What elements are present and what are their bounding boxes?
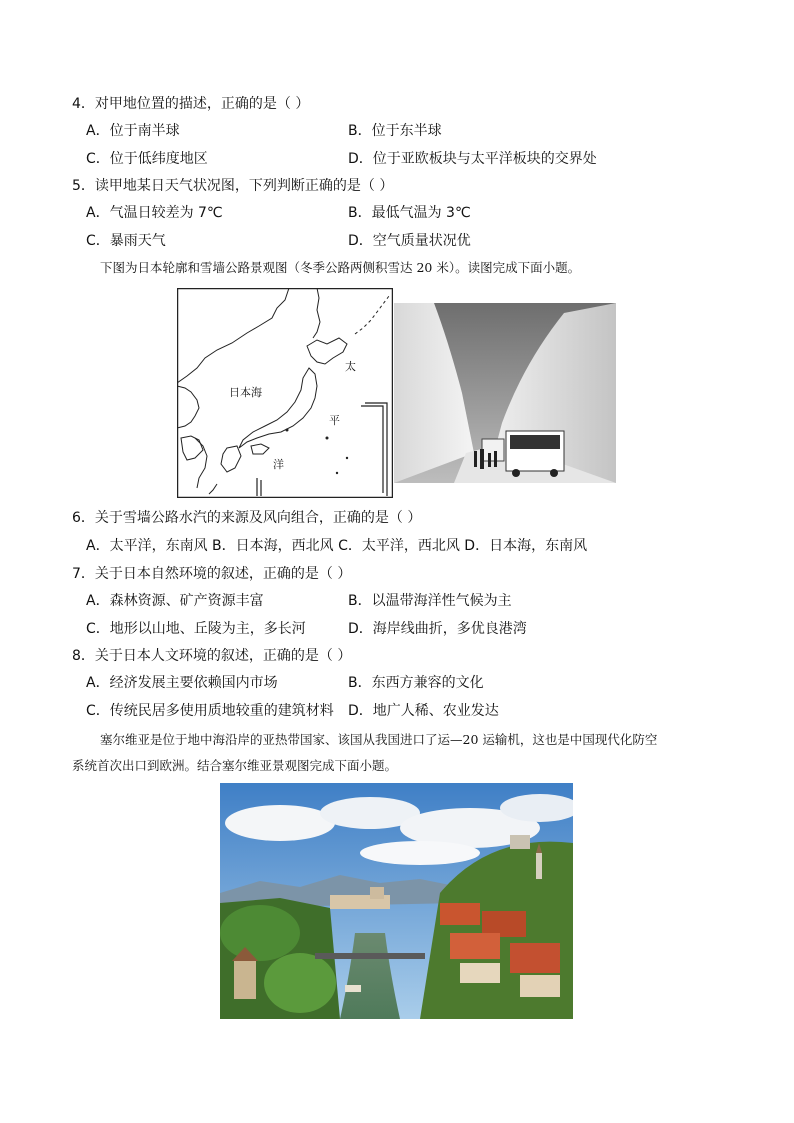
question-5-option-c: C．暴雨天气 <box>86 233 166 249</box>
question-7-option-c: C．地形以山地、丘陵为主，多长河 <box>86 621 306 637</box>
question-4-option-c: C．位于低纬度地区 <box>86 151 208 167</box>
question-7-option-d: D．海岸线曲折，多优良港湾 <box>348 621 527 637</box>
map-label-ocean-2: 平 <box>329 414 340 427</box>
question-8-stem: 8．关于日本人文环境的叙述，正确的是（ ） <box>72 648 352 664</box>
question-5-option-a: A．气温日较差为 7℃ <box>86 205 223 221</box>
question-6-stem: 6．关于雪墙公路水汽的来源及风向组合，正确的是（ ） <box>72 510 422 526</box>
map-label-ocean-1: 太 <box>345 360 356 373</box>
question-7-option-b: B．以温带海洋性气候为主 <box>348 593 512 609</box>
question-4-option-a: A．位于南半球 <box>86 123 180 139</box>
question-5-stem: 5．读甲地某日天气状况图，下列判断正确的是（ ） <box>72 178 394 194</box>
question-5-option-d: D．空气质量状况优 <box>348 233 471 249</box>
question-7-option-a: A．森林资源、矿产资源丰富 <box>86 593 264 609</box>
intro-japan: 下图为日本轮廓和雪墙公路景观图（冬季公路两侧积雪达 20 米）。读图完成下面小题。 <box>100 260 581 275</box>
map-label-japan-sea: 日本海 <box>229 386 262 399</box>
question-4-option-d: D．位于亚欧板块与太平洋板块的交界处 <box>348 151 597 167</box>
question-6-options: A．太平洋，东南风 B．日本海，西北风 C．太平洋，西北风 D．日本海，东南风 <box>86 538 588 554</box>
serbia-landscape-photo <box>220 783 573 1019</box>
intro-serbia-line-2: 系统首次出口到欧洲。结合塞尔维亚景观图完成下面小题。 <box>72 758 398 773</box>
intro-serbia-line-1: 塞尔维亚是位于地中海沿岸的亚热带国家、该国从我国进口了运—20 运输机，这也是中国现代化防空 <box>100 732 658 747</box>
question-8-option-c: C．传统民居多使用质地较重的建筑材料 <box>86 703 334 719</box>
question-4-stem: 4．对甲地位置的描述，正确的是（ ） <box>72 96 310 112</box>
snow-wall-road-photo <box>394 303 616 483</box>
question-5-option-b: B．最低气温为 3℃ <box>348 205 471 221</box>
question-7-stem: 7．关于日本自然环境的叙述，正确的是（ ） <box>72 566 352 582</box>
question-8-option-d: D．地广人稀、农业发达 <box>348 703 499 719</box>
question-8-option-b: B．东西方兼容的文化 <box>348 675 484 691</box>
japan-map <box>177 288 393 498</box>
question-4-option-b: B．位于东半球 <box>348 123 442 139</box>
map-label-ocean-3: 洋 <box>273 458 284 471</box>
question-8-option-a: A．经济发展主要依赖国内市场 <box>86 675 278 691</box>
